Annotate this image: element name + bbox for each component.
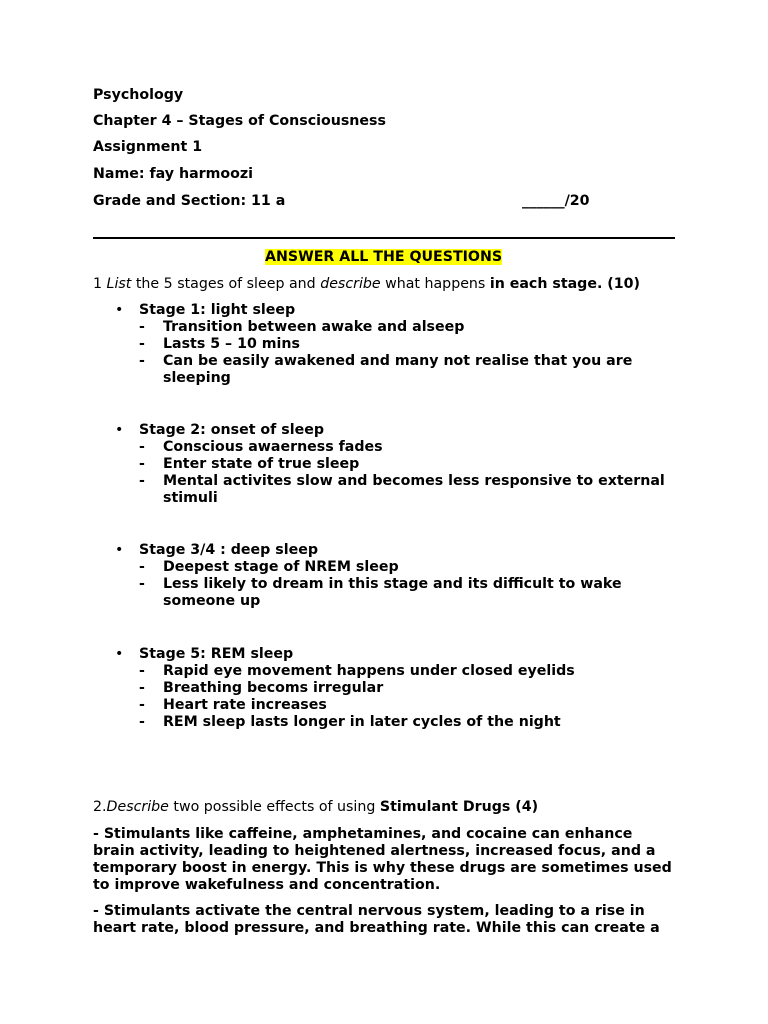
stage-5-point: - Heart rate increases: [139, 697, 327, 713]
stage-3-4-point: - Less likely to dream in this stage and its difficult to wake someone up: [139, 576, 622, 609]
point-text: Lasts 5 – 10 mins: [163, 336, 300, 352]
bullet-icon: •: [115, 646, 124, 662]
answer-paragraph-2: - Stimulants activate the central nervous system, leading to a rise in heart rate, blood pressure, and breathing rate. While this can create a: [93, 903, 660, 936]
q2-number: 2.: [93, 799, 107, 815]
stage-3-4-title: [115, 542, 675, 559]
point-text: Can be easily awakened and many not realise that you are sleeping: [163, 353, 633, 386]
subject-line: Psychology: [93, 87, 184, 103]
stage-2-point: - Mental activites slow and becomes less responsive to external stimuli: [139, 473, 665, 506]
stage-2-block: [115, 422, 675, 507]
instruction-text: ANSWER ALL THE QUESTIONS: [265, 249, 503, 265]
point-text: Heart rate increases: [163, 697, 327, 713]
bullet-icon: •: [115, 542, 124, 558]
point-text: Rapid eye movement happens under closed eyelids: [163, 663, 575, 679]
point-text: Enter state of true sleep: [163, 456, 360, 472]
stage-5-point: - REM sleep lasts longer in later cycles of the night: [139, 714, 561, 730]
stage-3-4-point: - Deepest stage of NREM sleep: [139, 559, 399, 575]
stage-5-block: [115, 646, 675, 731]
stage-title-text: Stage 5: REM sleep: [139, 646, 294, 662]
q1-verb-list: List: [106, 276, 132, 292]
q1-verb-describe: describe: [320, 276, 381, 292]
header-divider: [93, 237, 675, 239]
stage-5-title: [115, 646, 675, 663]
assignment-line: Assignment 1: [93, 139, 203, 155]
point-text: Breathing becoms irregular: [163, 680, 384, 696]
stage-2-title: [115, 422, 675, 439]
stage-title-text: Stage 2: onset of sleep: [139, 422, 324, 438]
q1-marks: in each stage. (10): [489, 276, 640, 292]
q1-text-1: the 5 stages of sleep and: [131, 276, 321, 292]
stage-2-point: - Conscious awaerness fades: [139, 439, 383, 455]
stage-5-point: - Rapid eye movement happens under closed eyelids: [139, 663, 575, 679]
bullet-icon: •: [115, 422, 124, 438]
q2-text: two possible effects of using: [168, 799, 380, 815]
q2-verb-describe: Describe: [106, 799, 169, 815]
question-1: [93, 276, 640, 293]
stage-5-point: - Breathing becoms irregular: [139, 680, 384, 696]
stage-1-point: - Transition between awake and alseep: [139, 319, 465, 335]
stage-1-block: [115, 302, 675, 387]
score-blank: ______/20: [522, 193, 590, 209]
bullet-icon: •: [115, 302, 124, 318]
stage-title-text: Stage 1: light sleep: [139, 302, 296, 318]
chapter-line: Chapter 4 – Stages of Consciousness: [93, 113, 386, 129]
grade-section-line: Grade and Section: 11 a: [93, 193, 286, 209]
q1-number: 1: [93, 276, 107, 292]
stage-title-text: Stage 3/4 : deep sleep: [139, 542, 318, 558]
point-text: Transition between awake and alseep: [163, 319, 465, 335]
point-text: Mental activites slow and becomes less responsive to external stimuli: [163, 473, 665, 506]
point-text: Deepest stage of NREM sleep: [163, 559, 399, 575]
instruction-banner: [265, 249, 502, 266]
stage-3-4-block: [115, 542, 675, 610]
q1-text-2: what happens: [380, 276, 490, 292]
stage-2-point: - Enter state of true sleep: [139, 456, 360, 472]
answer-paragraph-1: - Stimulants like caffeine, amphetamines, and cocaine can enhance brain activity, leading to heightened alertness, increased focus, and a temporary boost in energy. This is why these drugs are sometimes used to improve wakefulness and concentration.: [93, 826, 672, 893]
point-text: Conscious awaerness fades: [163, 439, 383, 455]
stage-1-point: - Lasts 5 – 10 mins: [139, 336, 300, 352]
question-2: [93, 799, 538, 816]
stage-1-title: [115, 302, 675, 319]
q2-topic: Stimulant Drugs (4): [379, 799, 539, 815]
student-name-line: Name: fay harmoozi: [93, 166, 254, 182]
stage-1-point: - Can be easily awakened and many not realise that you are sleeping: [139, 353, 633, 386]
point-text: Less likely to dream in this stage and its difficult to wake someone up: [163, 576, 622, 609]
point-text: REM sleep lasts longer in later cycles of the night: [163, 714, 561, 730]
